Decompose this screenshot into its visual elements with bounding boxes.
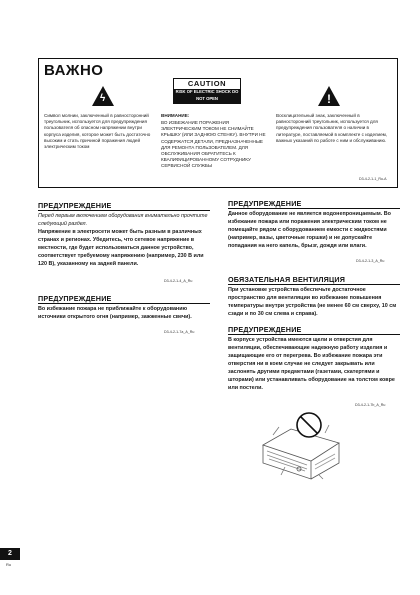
heading-underline	[228, 208, 400, 209]
right-warning-heading-1: ПРЕДУПРЕЖДЕНИЕ	[228, 199, 302, 208]
heading-underline	[228, 334, 400, 335]
left-warning-intro: Перед первым включением оборудования внимательно прочтите следующий раздел.	[38, 213, 208, 227]
heading-underline	[228, 284, 400, 285]
left-warning-body-2: Во избежание пожара не приближайте к оборудованию источники открытого огня (например, зажженные свечи).	[38, 306, 192, 320]
lightning-symbol-text: Символ молнии, заключенный в равносторонний треугольник, используется для предупреждения пользователя об опасном напряжении внутри корпуса изделия, которое может быть достаточно высоким и стать причиной поражения людей электрическим током	[44, 113, 151, 150]
ventilation-body: При установке устройства обеспечьте достаточное пространство для вентиляции во избежание повышения температуры внутри устройства (не менее 60 см сверху, 10 см сзади и по 30 см слева и справа).	[228, 287, 397, 317]
left-warning-code-1: D3-4-2-1-4_A_Ru	[164, 279, 193, 283]
left-warning-body-1: Напряжение в электросети может быть разным в различных странах и регионах. Убедитесь, что сетевое напряжение в местности, где будет использоваться данное устройство, соответствует требуемому напряжению (например, 230 В или 120 В), указанному на задней панели.	[38, 229, 204, 267]
exclamation-symbol-text: Восклицательный знак, заключенный в равносторонний треугольник, используется для предупреждения пользователя о наличии в литературе, поставляемой в комплекте с изделием, важных указаний по работе с ним и обслуживанию.	[276, 113, 388, 143]
lightning-warning-icon: ϟ	[92, 86, 114, 106]
right-warning-body-2: В корпусе устройства имеются щели и отверстия для вентиляции, обеспечивающие надежную работу изделия и защищающие его от перегрева. Во избежание пожара эти отверстия ни в коем случае не следует закрывать или заслонять другими предметами (газетами, скатертями и шторами) или устанавливать оборудование на толстом ковре или постели.	[228, 337, 395, 391]
caution-text: ВО ИЗБЕЖАНИЕ ПОРАЖЕНИЯ ЭЛЕКТРИЧЕСКИМ ТОКОМ НЕ СНИМАЙТЕ КРЫШКУ (ИЛИ ЗАДНЮЮ СТЕНКУ). ВНУТРИ НЕ СОДЕРЖАТСЯ ДЕТАЛИ, ПРЕДНАЗНАЧЕННЫЕ ДЛЯ РЕМОНТА ПОЛЬЗОВАТЕЛЕМ. ДЛЯ ОБСЛУЖИВАНИЯ ОБРАТИТЕСЬ К КВАЛИФИЦИРОВАННОМУ СОТРУДНИКУ СЕРВИСНОЙ СЛУЖБЫ	[161, 120, 266, 169]
receiver-illustration	[255, 405, 345, 480]
right-warning-code-2: D3-4-2-1-7b_A_Ru	[355, 403, 386, 407]
heading-underline	[38, 210, 210, 211]
heading-underline	[38, 303, 210, 304]
warning-box-code: D3-4-2-1-1_Ru-A	[359, 177, 387, 181]
ventilation-heading: ОБЯЗАТЕЛЬНАЯ ВЕНТИЛЯЦИЯ	[228, 275, 346, 284]
right-warning-code-1: D3-4-2-1-3_A_Ru	[356, 259, 385, 263]
language-code: Ru	[6, 562, 12, 567]
caution-subtitle: RISK OF ELECTRIC SHOCK DO NOT OPEN	[174, 89, 240, 103]
important-title: ВАЖНО	[44, 62, 104, 79]
left-warning-heading-1: ПРЕДУПРЕЖДЕНИЕ	[38, 201, 112, 210]
caution-title: CAUTION	[187, 79, 227, 88]
left-warning-code-2: D3-4-2-1-7a_A_Ru	[164, 330, 195, 334]
exclamation-warning-icon: !	[318, 86, 340, 106]
page-number: 2	[0, 548, 20, 560]
caution-label	[173, 78, 241, 104]
caution-heading: ВНИМАНИЕ:	[161, 113, 190, 118]
right-warning-heading-2: ПРЕДУПРЕЖДЕНИЕ	[228, 325, 302, 334]
left-warning-heading-2: ПРЕДУПРЕЖДЕНИЕ	[38, 294, 112, 303]
right-warning-body-1: Данное оборудование не является водонепроницаемым. Во избежание пожара или поражения электрическим током не помещайте рядом с оборудованием емкости с жидкостями (например, вазы, цветочные горшки) и не допускайте попадания на него капель, брызг, дождя или влаги.	[228, 211, 391, 249]
